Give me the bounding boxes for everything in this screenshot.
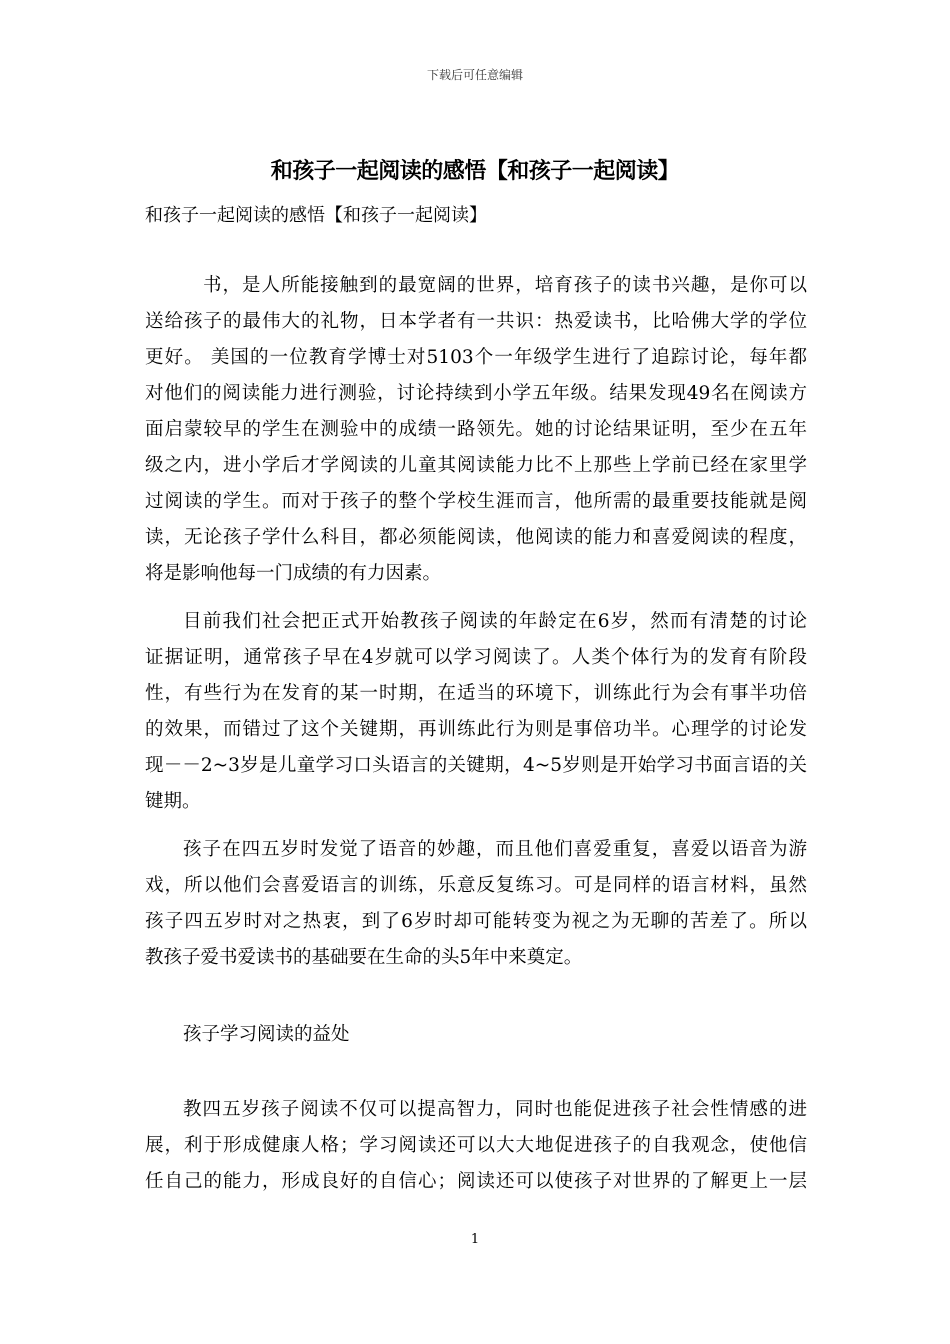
text-line: 孩子在四五岁时发觉了语音的妙趣，而且他们喜爱重复，喜爱以语音为游 [183,839,807,860]
text-line: 送给孩子的最伟大的礼物，日本学者有一共识：热爱读书，比哈佛大学的学位 [145,311,807,332]
text-line: 对他们的阅读能力进行测验，讨论持续到小学五年级。结果发现49名在阅读方 [145,383,807,404]
text-line: 级之内，进小学后才学阅读的儿童其阅读能力比不上那些上学前已经在家里学 [145,455,807,476]
text-line: 现－－2~3岁是儿童学习口头语言的关键期，4~5岁则是开始学习书面言语的关 [145,755,807,776]
text-line: 证据证明，通常孩子早在4岁就可以学习阅读了。人类个体行为的发育有阶段 [145,647,807,668]
page-header: 下载后可任意编辑 [426,68,523,82]
text-line: 键期。 [145,791,201,812]
text-line: 孩子四五岁时对之热衷，到了6岁时却可能转变为视之为无聊的苦差了。所以 [145,911,807,932]
text-line: 教孩子爱书爱读书的基础要在生命的头5年中来奠定。 [145,947,583,968]
text-line: 更好。 美国的一位教育学博士对5103个一年级学生进行了追踪讨论，每年都 [145,347,807,368]
document-title: 和孩子一起阅读的感悟【和孩子一起阅读】 [270,158,680,184]
page-number: 1 [470,1232,480,1247]
text-line: 任自己的能力，形成良好的自信心；阅读还可以使孩子对世界的了解更上一层 [145,1171,807,1192]
text-line: 目前我们社会把正式开始教孩子阅读的年龄定在6岁，然而有清楚的讨论 [183,611,807,632]
document-subtitle: 和孩子一起阅读的感悟【和孩子一起阅读】 [145,205,487,226]
text-line: 性，有些行为在发育的某一时期，在适当的环境下，训练此行为会有事半功倍 [145,683,807,704]
text-line: 过阅读的学生。而对于孩子的整个学校生涯而言，他所需的最重要技能就是阅 [145,491,807,512]
text-line: 书，是人所能接触到的最宽阔的世界，培育孩子的读书兴趣，是你可以 [203,275,807,296]
text-line: 读，无论孩子学什么科目，都必须能阅读，他阅读的能力和喜爱阅读的程度， [145,527,807,548]
text-line: 戏，所以他们会喜爱语言的训练，乐意反复练习。可是同样的语言材料，虽然 [145,875,807,896]
text-line: 教四五岁孩子阅读不仅可以提高智力，同时也能促进孩子社会性情感的进 [183,1099,807,1120]
text-line: 展，利于形成健康人格；学习阅读还可以大大地促进孩子的自我观念，使他信 [145,1135,807,1156]
text-line: 将是影响他每一门成绩的有力因素。 [145,563,442,584]
text-line: 的效果，而错过了这个关键期，再训练此行为则是事倍功半。心理学的讨论发 [145,719,807,740]
section-heading: 孩子学习阅读的益处 [183,1024,350,1045]
text-line: 面启蒙较早的学生在测验中的成绩一路领先。她的讨论结果证明，至少在五年 [145,419,807,440]
